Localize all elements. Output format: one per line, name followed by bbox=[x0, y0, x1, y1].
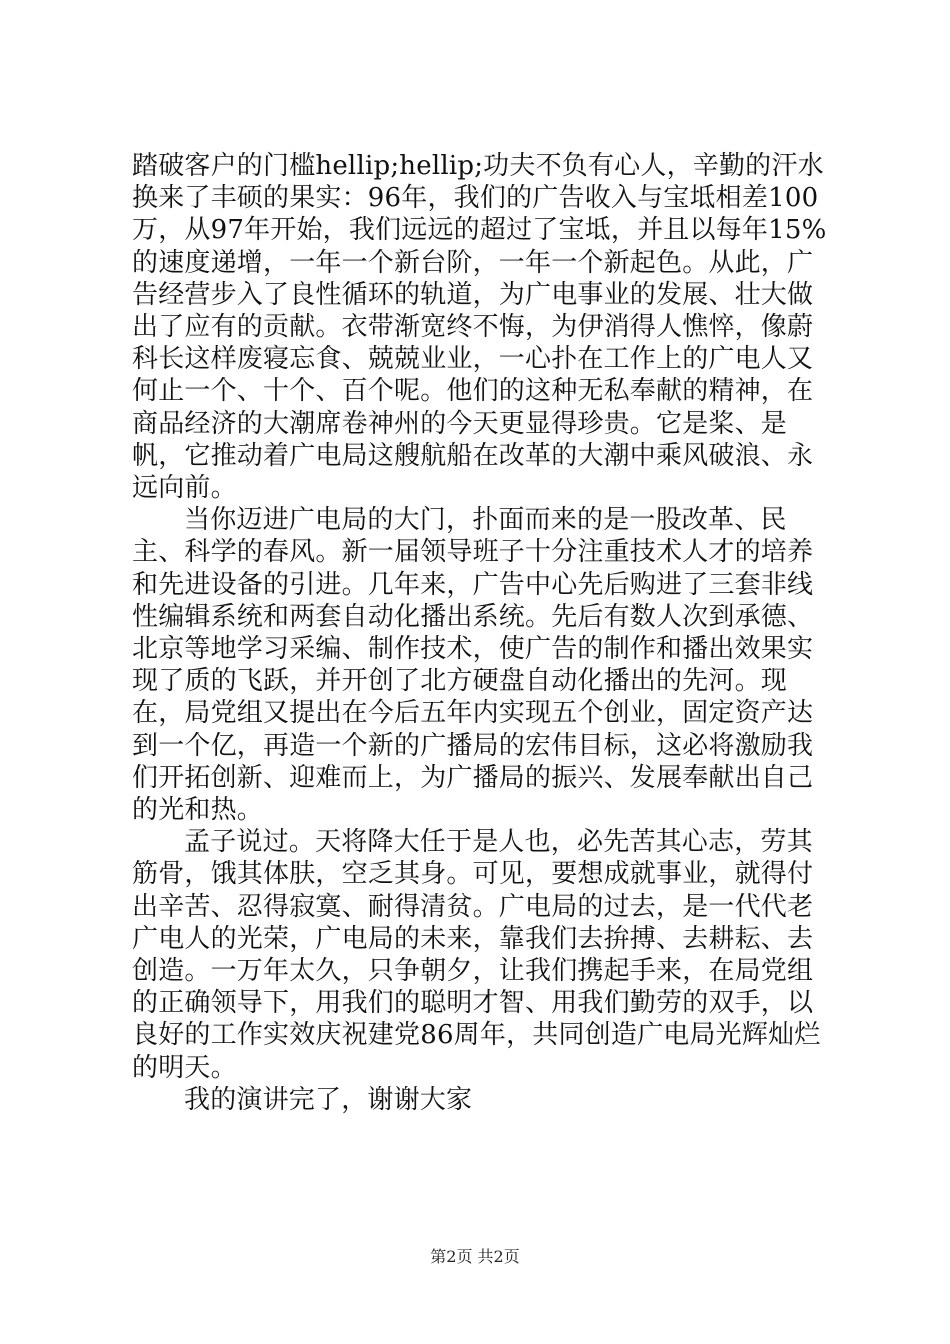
paragraph-mencius: 孟子说过。天将降大任于是人也，必先苦其心志，劳其筋骨，饿其体肤，空乏其身。可见，要想成就事业，就得付出辛苦、忍得寂寞、耐得清贫。广电局的过去，是一代代老广电人的光荣，广电局的未来，靠我们去拚搏、去耕耘、去创造。一万年太久，只争朝夕，让我们携起手来，在局党组的正确领导下，用我们的聪明才智、用我们勤劳的双手，以良好的工作实效庆祝建党86周年，共同创造广电局光辉灿烂的明天。 bbox=[132, 827, 821, 1083]
page-number-label: 第2页 共2页 bbox=[430, 1247, 520, 1266]
document-body bbox=[132, 150, 832, 1116]
paragraph-reform: 当你迈进广电局的大门，扑面而来的是一股改革、民主、科学的春风。新一届领导班子十分注重技术人才的培养和先进设备的引进。几年来，广告中心先后购进了三套非线性编辑系统和两套自动化播出系统。先后有数人次到承德、北京等地学习采编、制作技术，使广告的制作和播出效果实现了质的飞跃，并开创了北方硬盘自动化播出的先河。现在，局党组又提出在今后五年内实现五个创业，固定资产达到一个亿，再造一个新的广播局的宏伟目标，这必将激励我们开拓创新、迎难而上，为广播局的振兴、发展奉献出自己的光和热。 bbox=[132, 505, 814, 826]
page-footer bbox=[0, 1244, 950, 1267]
paragraph-continuation: 踏破客户的门槛hellip;hellip;功夫不负有心人，辛勤的汗水换来了丰硕的果实：96年，我们的广告收入与宝坻相差100万，从97年开始，我们远远的超过了宝坻，并且以每年15%的速度递增，一年一个新台阶，一年一个新起色。从此，广告经营步入了良性循环的轨道，为广电事业的发展、壮大做出了应有的贡献。衣带渐宽终不悔，为伊消得人憔悴，像蔚科长这样废寝忘食、兢兢业业，一心扑在工作上的广电人又何止一个、十个、百个呢。他们的这种无私奉献的精神，在商品经济的大潮席卷神州的今天更显得珍贵。它是桨、是帆，它推动着广电局这艘航船在改革的大潮中乘风破浪、永远向前。 bbox=[132, 151, 827, 504]
paragraph-closing: 我的演讲完了，谢谢大家 bbox=[184, 1084, 473, 1115]
